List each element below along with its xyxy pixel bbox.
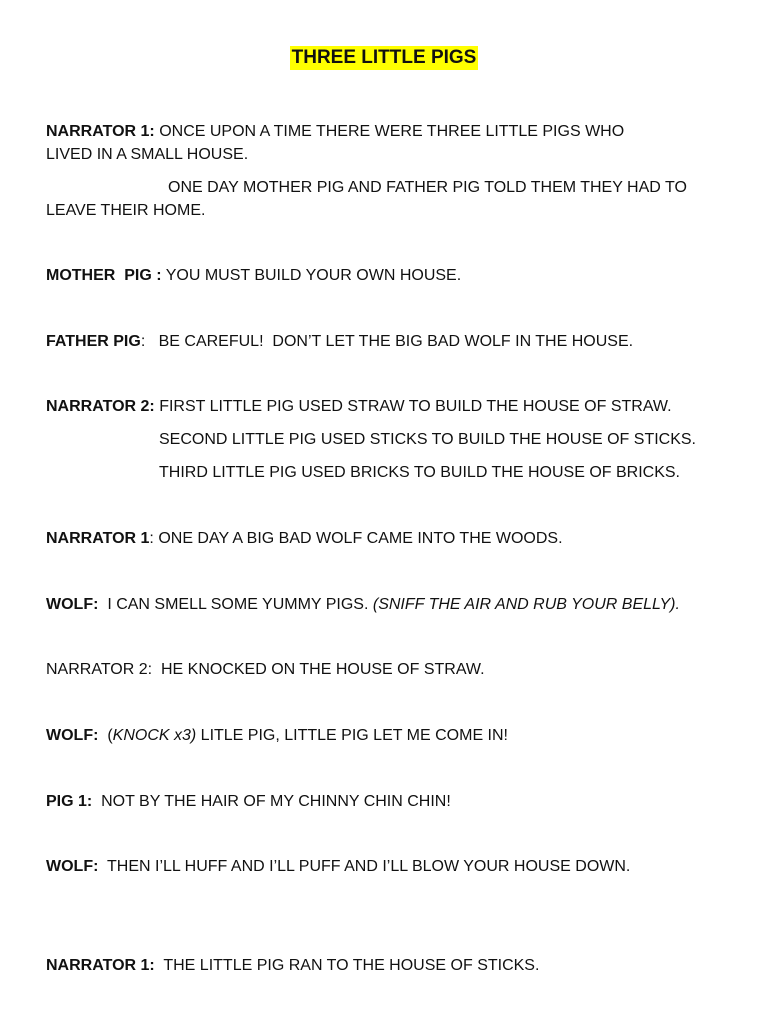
narrator2-line-4 (46, 658, 726, 681)
line-text: ONCE UPON A TIME THERE WERE THREE LITTLE PIGS WHO (154, 123, 625, 140)
line-text: FIRST LITTLE PIG USED STRAW TO BUILD THE HOUSE OF STRAW. (154, 398, 672, 415)
speaker-label: NARRATOR 1: (46, 123, 155, 140)
line-text: THE LITTLE PIG RAN TO THE HOUSE OF STICKS. (154, 957, 540, 974)
speaker-label: WOLF: (46, 596, 99, 613)
narrator1-line-1-cont (46, 143, 726, 166)
speaker-label: FATHER PIG (46, 333, 141, 350)
narrator1-line-4 (46, 954, 726, 977)
narrator1-line-3 (46, 527, 726, 550)
narrator1-line-2 (168, 176, 768, 199)
narrator2-line-2 (159, 428, 768, 451)
stage-direction: (SNIFF THE AIR AND RUB YOUR BELLY). (372, 596, 680, 613)
line-text: SECOND LITTLE PIG USED STICKS TO BUILD THE HOUSE OF STICKS. (159, 431, 696, 448)
mother-pig-line (46, 264, 726, 287)
narrator2-line-1 (46, 395, 726, 418)
line-text: LIVED IN A SMALL HOUSE. (46, 146, 249, 163)
speaker-label: NARRATOR 1: (46, 957, 155, 974)
line-text: I CAN SMELL SOME YUMMY PIGS. (98, 596, 373, 613)
line-text: ( (98, 727, 113, 744)
wolf-line-2 (46, 724, 726, 747)
speaker-label: WOLF: (46, 858, 99, 875)
line-text: LEAVE THEIR HOME. (46, 202, 206, 219)
speaker-label: NARRATOR 2: (46, 398, 155, 415)
line-text: NOT BY THE HAIR OF MY CHINNY CHIN CHIN! (92, 793, 451, 810)
line-text: : ONE DAY A BIG BAD WOLF CAME INTO THE WOODS. (149, 530, 563, 547)
line-text: YOU MUST BUILD YOUR OWN HOUSE. (161, 267, 462, 284)
father-pig-line (46, 330, 726, 353)
line-text: THIRD LITTLE PIG USED BRICKS TO BUILD THE HOUSE OF BRICKS. (159, 464, 680, 481)
wolf-line-3 (46, 855, 726, 878)
line-text: : BE CAREFUL! DON’T LET THE BIG BAD WOLF IN THE HOUSE. (140, 333, 634, 350)
narrator1-line-2-cont (46, 199, 726, 222)
line-text: NARRATOR 2: HE KNOCKED ON THE HOUSE OF STRAW. (46, 661, 485, 678)
speaker-label: NARRATOR 1 (46, 530, 150, 547)
title-wrap (0, 46, 768, 70)
pig1-line (46, 790, 726, 813)
narrator1-line-1 (46, 120, 726, 143)
speaker-label: PIG 1: (46, 793, 93, 810)
stage-direction: KNOCK x3) (112, 727, 197, 744)
line-text: THEN I’LL HUFF AND I’LL PUFF AND I’LL BLOW YOUR HOUSE DOWN. (98, 858, 631, 875)
speaker-label: MOTHER PIG : (46, 267, 162, 284)
line-text: ONE DAY MOTHER PIG AND FATHER PIG TOLD THEM THEY HAD TO (168, 179, 687, 196)
narrator2-line-3 (159, 461, 768, 484)
page-title: THREE LITTLE PIGS (291, 47, 477, 68)
speaker-label: WOLF: (46, 727, 99, 744)
line-text: LITLE PIG, LITTLE PIG LET ME COME IN! (196, 727, 508, 744)
wolf-line-1 (46, 593, 726, 616)
